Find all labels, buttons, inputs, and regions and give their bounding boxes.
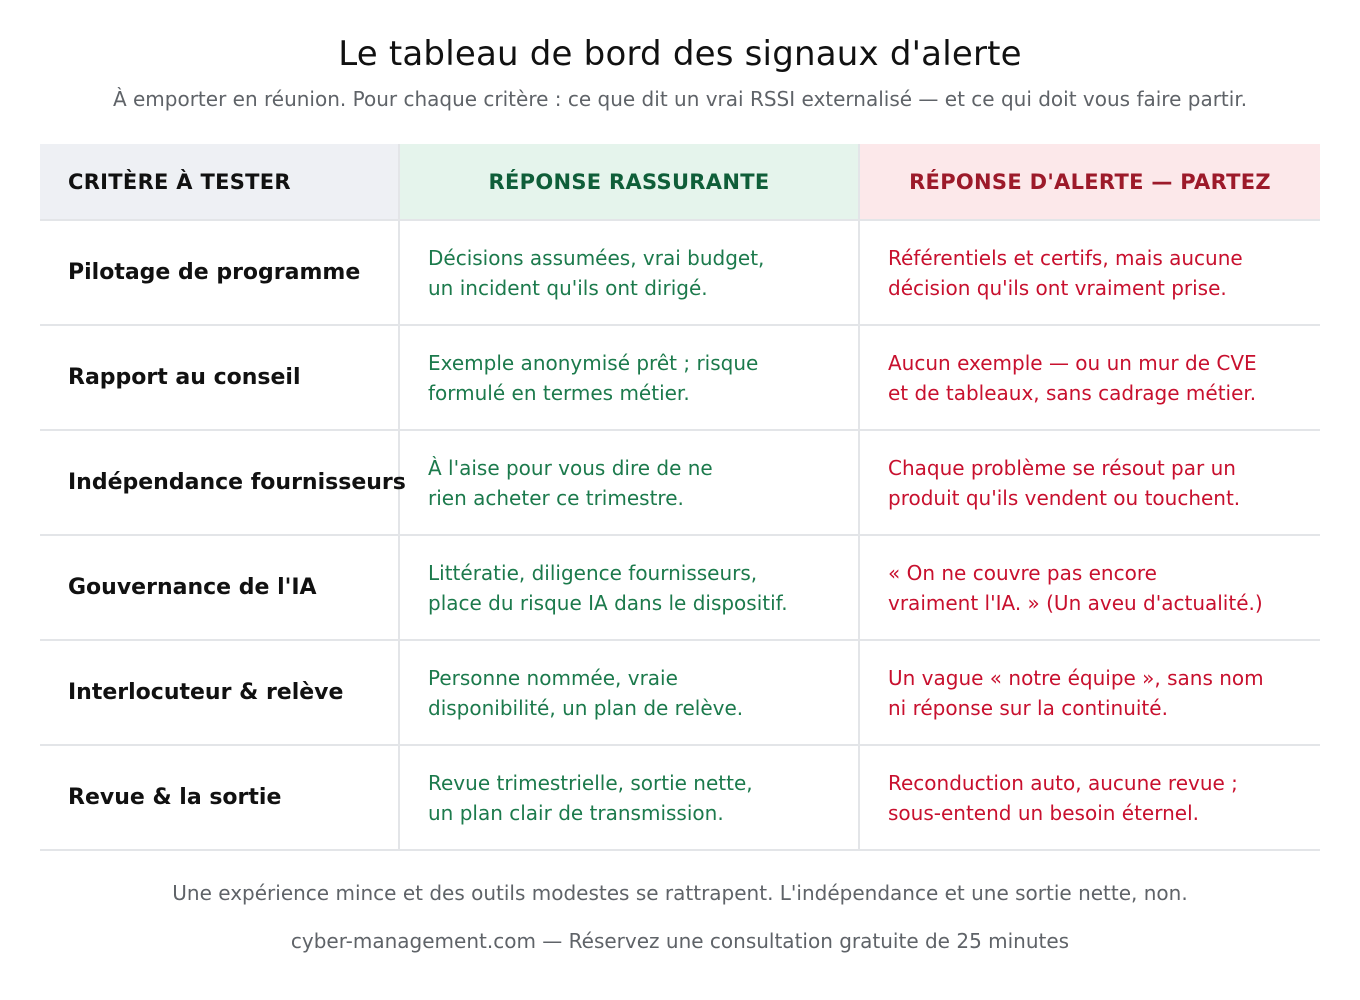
reassuring-cell [400, 746, 860, 849]
header-cell-alert [860, 144, 1320, 219]
table-header-row [40, 144, 1320, 221]
reassuring-text: À l'aise pour vous dire de ne rien acheter ce trimestre. [428, 455, 713, 510]
criterion-cell [40, 326, 400, 429]
header-cell-reassuring [400, 144, 860, 219]
reassuring-text: Exemple anonymisé prêt ; risque formulé en termes métier. [428, 350, 759, 405]
reassuring-cell [400, 536, 860, 639]
reassuring-text: Décisions assumées, vrai budget, un incident qu'ils ont dirigé. [428, 245, 765, 300]
alert-cell [860, 431, 1320, 534]
criterion-label: Revue & la sortie [68, 785, 282, 810]
criterion-label: Interlocuteur & relève [68, 680, 344, 705]
reassuring-cell [400, 326, 860, 429]
header-label-reassuring: RÉPONSE RASSURANTE [488, 169, 770, 194]
criterion-label: Gouvernance de l'IA [68, 575, 317, 600]
criterion-label: Pilotage de programme [68, 260, 361, 285]
criterion-label: Indépendance fournisseurs [68, 470, 406, 495]
alert-text: Référentiels et certifs, mais aucune décision qu'ils ont vraiment prise. [888, 245, 1243, 300]
criterion-cell [40, 536, 400, 639]
reassuring-cell [400, 221, 860, 324]
reassuring-text: Littératie, diligence fournisseurs, place du risque IA dans le dispositif. [428, 560, 788, 615]
alert-cell [860, 641, 1320, 744]
table-row [40, 746, 1320, 851]
table-row [40, 431, 1320, 536]
alert-cell [860, 326, 1320, 429]
footer-cta[interactable]: cyber-management.com — Réservez une consultation gratuite de 25 minutes [290, 929, 1070, 953]
reassuring-cell [400, 641, 860, 744]
alert-cell [860, 536, 1320, 639]
alert-text: Un vague « notre équipe », sans nom ni réponse sur la continuité. [888, 665, 1264, 720]
criterion-cell [40, 221, 400, 324]
alert-text: Aucun exemple — ou un mur de CVE et de tableaux, sans cadrage métier. [888, 350, 1257, 405]
alert-text: « On ne couvre pas encore vraiment l'IA. » (Un aveu d'actualité.) [888, 560, 1263, 615]
signals-table [40, 144, 1320, 851]
header-label-criterion: CRITÈRE À TESTER [68, 169, 291, 194]
table-row [40, 641, 1320, 746]
alert-text: Chaque problème se résout par un produit qu'ils vendent ou touchent. [888, 455, 1241, 510]
alert-cell [860, 746, 1320, 849]
page-title: Le tableau de bord des signaux d'alerte [338, 34, 1022, 74]
criterion-cell [40, 431, 406, 534]
reassuring-cell [400, 431, 860, 534]
alert-text: Reconduction auto, aucune revue ; sous-entend un besoin éternel. [888, 770, 1238, 825]
criterion-cell [40, 746, 400, 849]
table-row [40, 326, 1320, 431]
table-row [40, 221, 1320, 326]
page-subtitle: À emporter en réunion. Pour chaque critère : ce que dit un vrai RSSI externalisé — et ce qui doit vous faire partir. [112, 87, 1248, 111]
criterion-label: Rapport au conseil [68, 365, 301, 390]
reassuring-text: Revue trimestrielle, sortie nette, un plan clair de transmission. [428, 770, 753, 825]
closing-note: Une expérience mince et des outils modestes se rattrapent. L'indépendance et une sortie nette, non. [172, 881, 1188, 905]
alert-cell [860, 221, 1320, 324]
header-cell-criterion [40, 144, 400, 219]
reassuring-text: Personne nommée, vraie disponibilité, un plan de relève. [428, 665, 744, 720]
criterion-cell [40, 641, 400, 744]
header-label-alert: RÉPONSE D'ALERTE — PARTEZ [909, 169, 1271, 194]
table-row [40, 536, 1320, 641]
